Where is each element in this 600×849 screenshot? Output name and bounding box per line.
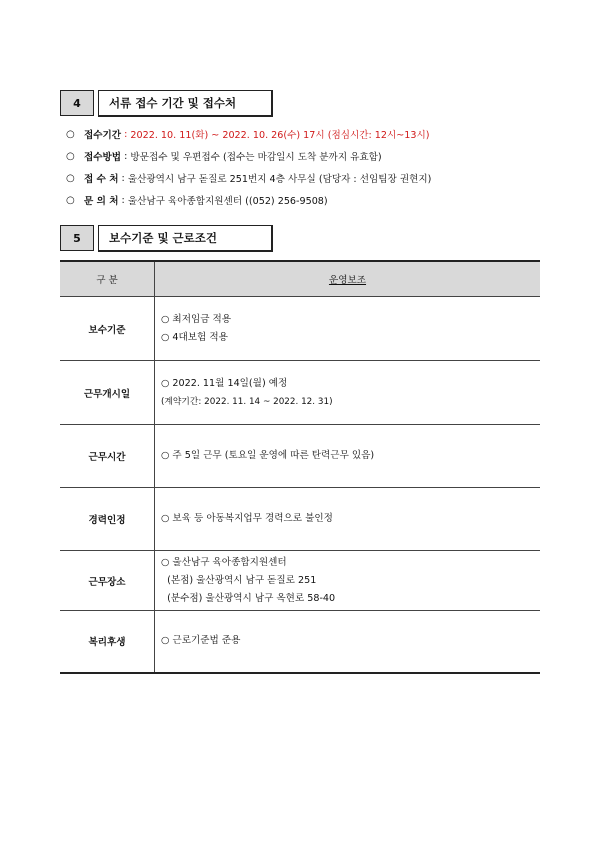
table-row xyxy=(60,488,540,551)
table-row xyxy=(60,297,540,361)
info-value: 울산남구 육아종합지원센터 ((052) 256-9508) xyxy=(127,196,328,207)
info-separator: : xyxy=(121,128,131,140)
row-value xyxy=(155,425,541,488)
info-label: 접 수 처 xyxy=(84,174,119,185)
circle-bullet-icon: ○ xyxy=(66,172,75,184)
section-4-header xyxy=(60,90,273,116)
section-title: 보수기준 및 근로조건 xyxy=(98,225,273,252)
table-row xyxy=(60,425,540,488)
circle-bullet-icon: ○ xyxy=(66,150,75,162)
row-value xyxy=(155,551,541,611)
row-line: ○ 주 5일 근무 (토요일 운영에 따른 탄력근무 있음) xyxy=(161,450,375,461)
row-line: ○ 보육 등 아동복지업무 경력으로 불인정 xyxy=(161,513,333,524)
info-value: 2022. 10. 11(화) ~ 2022. 10. 26(수) 17시 (점심시간: 12시~13시) xyxy=(130,130,430,141)
row-line: ○ 2022. 11월 14일(월) 예정 xyxy=(161,377,288,389)
row-line: ○ 근로기준법 준용 xyxy=(161,635,241,647)
application-info-list xyxy=(66,123,566,211)
info-label: 접수기간 xyxy=(84,130,122,141)
info-value: 방문접수 및 우편접수 (접수는 마감일시 도착 분까지 유효함) xyxy=(130,152,382,163)
table-row xyxy=(60,551,540,611)
row-line: (분수점) 울산광역시 남구 옥현로 58-40 xyxy=(161,592,336,604)
working-conditions-table xyxy=(60,260,540,674)
row-line: ○ 최저임금 적용 xyxy=(161,313,232,325)
section-title: 서류 접수 기간 및 접수처 xyxy=(98,90,273,117)
row-label: 근무장소 xyxy=(60,551,155,611)
row-label: 근무개시일 xyxy=(60,361,155,425)
section-number: 5 xyxy=(60,225,94,251)
table-row xyxy=(60,611,540,673)
section-number: 4 xyxy=(60,90,94,116)
row-value xyxy=(155,611,541,673)
circle-bullet-icon: ○ xyxy=(66,128,75,140)
row-label: 복리후생 xyxy=(60,611,155,673)
info-item-contact xyxy=(66,189,566,211)
row-line: (본점) 울산광역시 남구 돋질로 251 xyxy=(161,574,317,586)
row-label: 경력인정 xyxy=(60,488,155,551)
header-position: 운영보조 xyxy=(155,261,541,297)
table-header-row xyxy=(60,261,540,297)
row-line: ○ 4대보험 적용 xyxy=(161,331,228,343)
info-label: 접수방법 xyxy=(84,152,122,163)
table-row xyxy=(60,361,540,425)
row-value xyxy=(155,297,541,361)
row-line: (계약기간: 2022. 11. 14 ~ 2022. 12. 31) xyxy=(161,396,333,407)
info-separator: : xyxy=(121,150,131,162)
info-item-place xyxy=(66,167,566,189)
header-category: 구 분 xyxy=(60,261,155,297)
info-item-period xyxy=(66,123,566,145)
circle-bullet-icon: ○ xyxy=(66,194,75,206)
row-value xyxy=(155,361,541,425)
row-label: 근무시간 xyxy=(60,425,155,488)
section-5-header xyxy=(60,225,273,251)
info-label: 문 의 처 xyxy=(84,196,119,207)
info-separator: : xyxy=(118,172,128,184)
info-value: 울산광역시 남구 돋질로 251번지 4층 사무실 (담당자 : 선임팀장 권현지) xyxy=(127,174,432,185)
row-label: 보수기준 xyxy=(60,297,155,361)
row-line: ○ 울산남구 육아종합지원센터 xyxy=(161,556,287,568)
info-item-method xyxy=(66,145,566,167)
info-separator: : xyxy=(118,194,128,206)
row-value xyxy=(155,488,541,551)
